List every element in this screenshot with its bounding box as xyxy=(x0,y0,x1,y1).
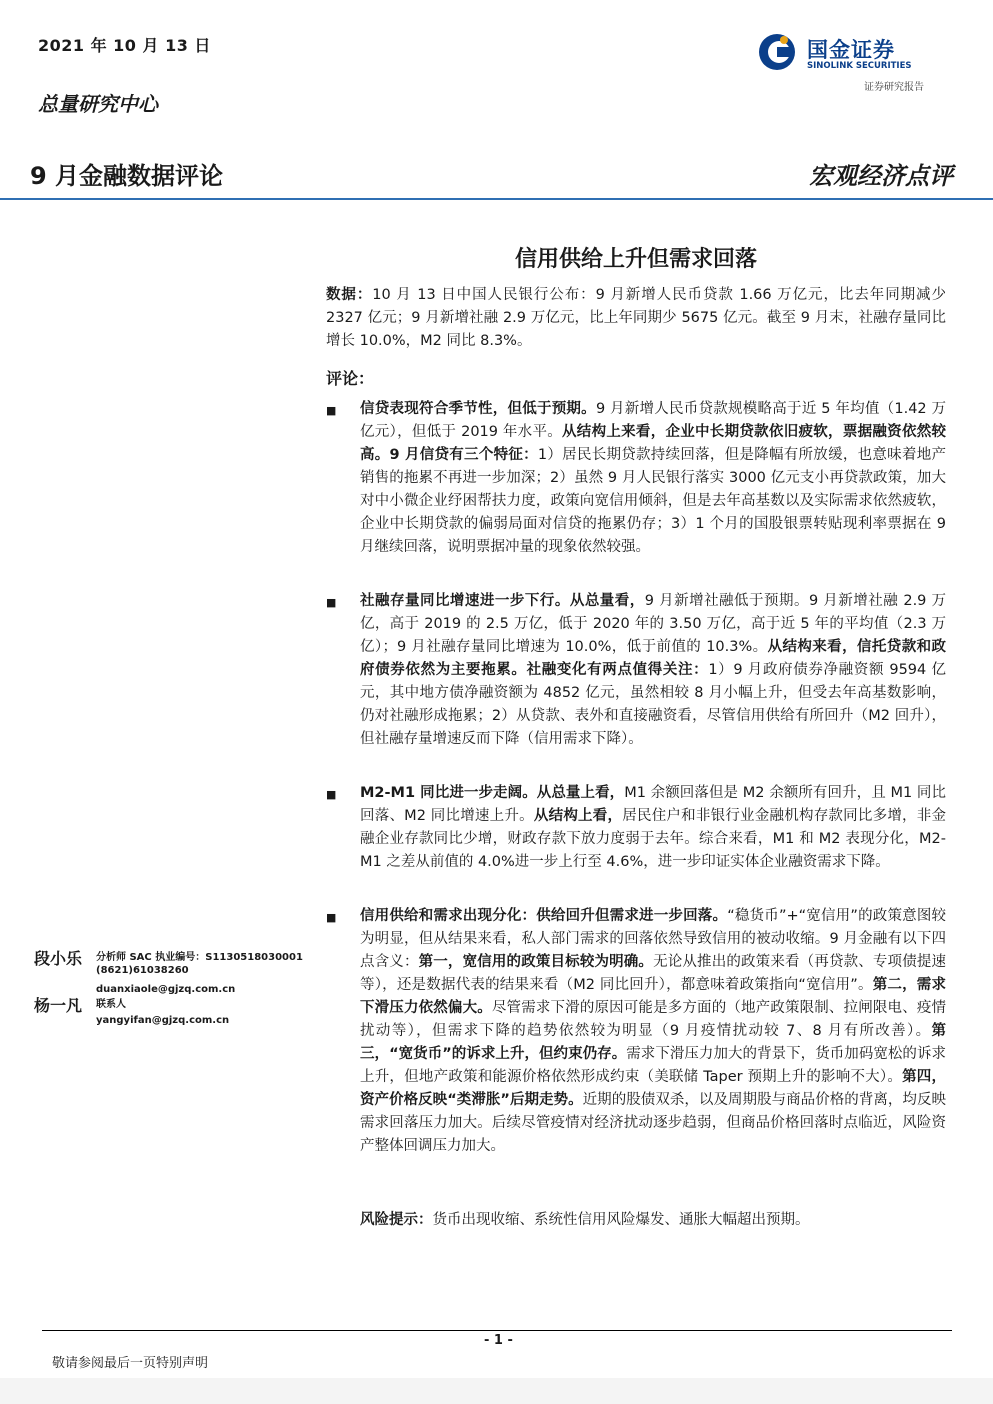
contact-name: 杨一凡 xyxy=(34,996,83,1015)
bullet-bold: 第二，需求下滑压力依然偏大。 xyxy=(360,977,946,1016)
bullet-bold: 从结构上看， xyxy=(533,808,623,824)
bullet-text: M1 余额回落但是 M2 余额所有回升，且 M1 同比回落、M2 同比增速上升。 xyxy=(360,785,946,824)
bullet-text: 9 月新增人民币贷款规模略高于近 5 年均值（1.42 万亿元），但低于 2019 年水平。 xyxy=(360,401,947,440)
data-summary xyxy=(326,284,946,353)
report-type: 证券研究报告 xyxy=(864,82,924,93)
bullet-bold: 从结构上来看，企业中长期贷款依旧疲软，票据融资依然较高。9 月信贷有三个特征： xyxy=(360,424,947,463)
bullet-text: 尽管需求下滑的原因可能是多方面的（地产政策限制、拉闸限电、疫情扰动等），但需求下降的趋势依然较为明显（9 月疫情扰动较 7、8 月有所改善）。 xyxy=(360,1000,947,1039)
department-name: 总量研究中心 xyxy=(38,92,158,116)
page-number: - 1 - xyxy=(484,1333,513,1348)
logo-text-cn: 国金证券 xyxy=(807,38,895,62)
report-title: 9 月金融数据评论 xyxy=(30,162,224,190)
contact-info xyxy=(96,998,229,1027)
bullet-text: 无论从推出的政策来看（再贷款、专项债提速等），还是数据代表的结果来看（M2 同比回升），都意味着政策指向“宽信用”。 xyxy=(360,954,947,993)
bullet-text: “稳货币”+“宽信用”的政策意图较为明显，但从结果来看，私人部门需求的回落依然导致信用的被动收缩。9 月金融有以下四点含义： xyxy=(360,908,947,970)
report-date: 2021 年 10 月 13 日 xyxy=(38,36,211,55)
article-headline: 信用供给上升但需求回落 xyxy=(514,246,757,272)
contact-email[interactable]: yangyifan@gjzq.com.cn xyxy=(96,1015,230,1026)
comment-label: 评论： xyxy=(326,369,375,388)
disclaimer-note: 敬请参阅最后一页特别声明 xyxy=(52,1356,209,1371)
contact-role: 联系人 xyxy=(96,999,126,1010)
analyst-phone: (8621)61038260 xyxy=(96,965,189,976)
bullet-text: 居民住户和非银行业金融机构存款同比多增，非金融企业存款同比少增，财政存款下放力度弱于去年。综合来看，M1 和 M2 表现分化，M2-M1 之差从前值的 4.0%进一步上行至 4.6%，进一步印证实体企业融资需求下降。 xyxy=(360,808,947,870)
bullet-bold: 信用供给和需求出现分化：供给回升但需求进一步回落。 xyxy=(360,908,728,924)
analyst-cert: 分析师 SAC 执业编号：S1130518030001 xyxy=(96,952,303,963)
analyst-info xyxy=(96,951,303,996)
company-logo xyxy=(757,32,947,80)
comment-credit-divergence xyxy=(360,905,946,1158)
comment-m2-m1 xyxy=(360,782,946,874)
bullet-text: 1）居民长期贷款持续回落，但是降幅有所放缓，也意味着地产销售的拖累不再进一步加深；2）虽然 9 月人民银行落实 3000 亿元支小再贷款政策，加大对中小微企业纾困帮扶力度，政策向宽信用倾斜，但是去年高基数以及实际需求依然疲软，企业中长期贷款的偏弱局面对信贷的拖累仍存；3）1 个月的国股银票转贴现利率票据在 9 月继续回落，说明票据冲量的现象依然较强。 xyxy=(360,447,946,555)
bullet-text: 9 月新增社融低于预期。9 月新增社融 2.9 万亿，高于 2019 的 2.5 万亿，低于 2020 年的 3.50 万亿，高于近 5 年的平均值（2.3 万亿）；9 月社融存量同比增速为 10.0%，低于前值的 10.3%。 xyxy=(360,593,947,655)
bullet-bold: 第一，宽信用的政策目标较为明确。 xyxy=(418,954,654,970)
risk-text: 货币出现收缩、系统性信用风险爆发、通胀大幅超出预期。 xyxy=(432,1212,810,1228)
bullet-bold: 第三，“宽货币”的诉求上升，但约束仍存。 xyxy=(360,1023,946,1062)
risk-warning xyxy=(360,1209,946,1232)
bullet-bold: M2-M1 同比进一步走阔。从总量上看， xyxy=(360,785,625,801)
data-label: 数据： xyxy=(326,287,373,303)
bullet-square-icon: ■ xyxy=(326,596,337,609)
bullet-square-icon: ■ xyxy=(326,404,337,417)
bullet-square-icon: ■ xyxy=(326,788,337,801)
logo-text-en: SINOLINK SECURITIES xyxy=(807,61,912,71)
bullet-bold: 信贷表现符合季节性，但低于预期。 xyxy=(360,401,596,417)
data-text: 10 月 13 日中国人民银行公布：9 月新增人民币贷款 1.66 万亿元，比去年同期减少 2327 亿元；9 月新增社融 2.9 万亿元，比上年同期少 5675 亿元。截至 9 月末，社融存量同比增长 10.0%，M2 同比 8.3%。 xyxy=(326,287,946,349)
footer-divider xyxy=(42,1330,952,1331)
report-category: 宏观经济点评 xyxy=(809,161,953,190)
bullet-bold: 社融存量同比增速进一步下行。从总量看， xyxy=(360,593,645,609)
bullet-text: 需求下滑压力加大的背景下，货币加码宽松的诉求上升，但地产政策和能源价格依然形成约束（美联储 Taper 预期上升的影响不大）。 xyxy=(360,1046,947,1085)
header-divider xyxy=(0,198,993,200)
bottom-band xyxy=(0,1378,993,1404)
bullet-text: 近期的股债双杀，以及周期股与商品价格的背离，均反映需求回落压力加大。后续尽管疫情对经济扰动逐步趋弱，但商品价格回落时点临近，风险资产整体回调压力加大。 xyxy=(360,1092,947,1154)
logo-mark-icon xyxy=(757,32,797,72)
bullet-bold: 从结构来看，信托贷款和政府债券依然为主要拖累。社融变化有两点值得关注： xyxy=(360,639,946,678)
bullet-text: 1）9 月政府债券净融资额 9594 亿元，其中地方债净融资额为 4852 亿元，虽然相较 8 月小幅上升，但受去年高基数影响，仍对社融形成拖累；2）从贷款、表外和直接融资看，尽管信用供给有所回升（M2 回升），但社融存量增速反而下降（信用需求下降）。 xyxy=(360,662,947,747)
analyst-email[interactable]: duanxiaole@gjzq.com.cn xyxy=(96,984,236,995)
bullet-bold: 第四，资产价格反映“类滞胀”后期走势。 xyxy=(360,1069,946,1108)
comment-credit xyxy=(360,398,946,559)
analyst-name: 段小乐 xyxy=(34,949,83,968)
comment-social-financing xyxy=(360,590,946,751)
risk-label: 风险提示： xyxy=(360,1212,433,1228)
bullet-square-icon: ■ xyxy=(326,911,337,924)
